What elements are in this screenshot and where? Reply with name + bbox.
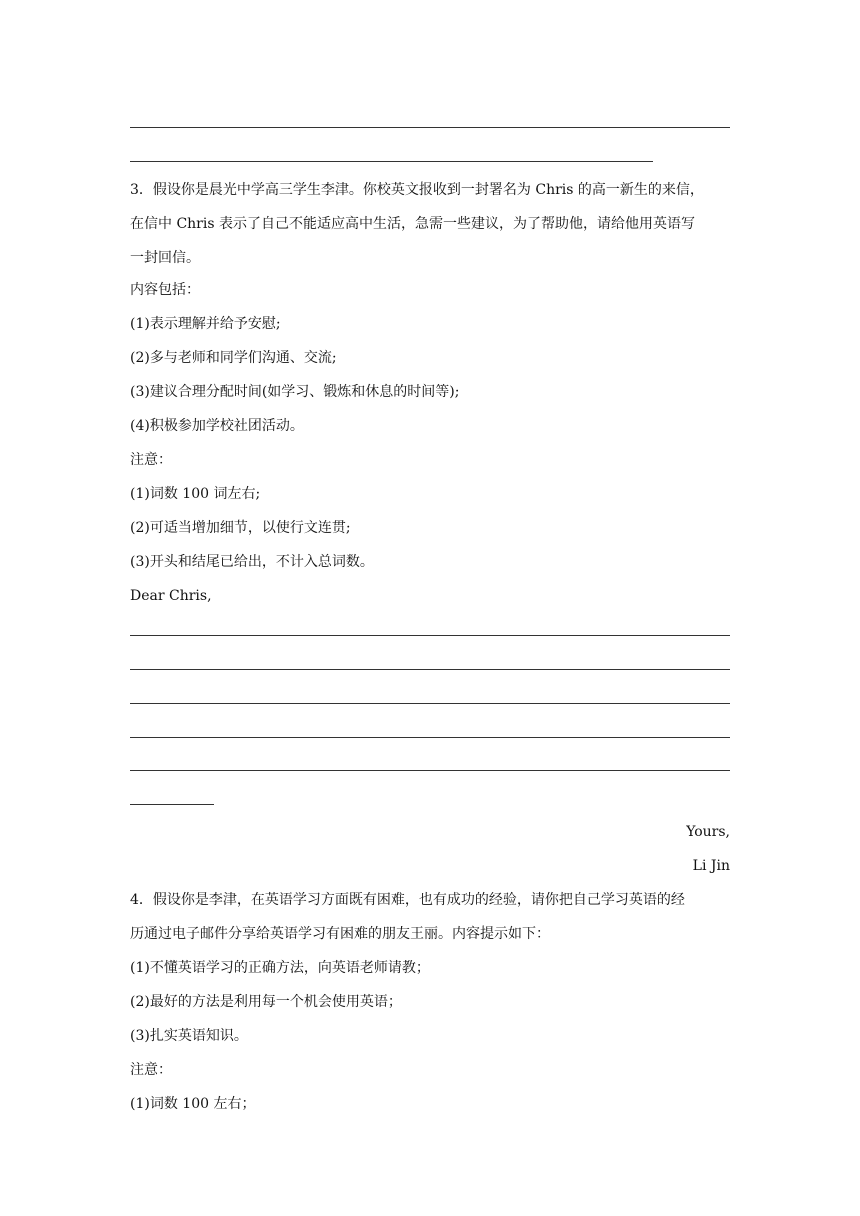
q3-notes-item: (2)可适当增加细节，以使行文连贯; [130,520,351,536]
q4-content-item: (2)最好的方法是利用每一个机会使用英语； [130,994,402,1010]
q3-content-item: (2)多与老师和同学们沟通、交流; [130,350,337,366]
q3-text-line: 一封回信。 [130,250,200,266]
document-page [130,0,730,1216]
q3-closing: Yours, [686,824,730,840]
q3-content-heading: 内容包括： [130,282,200,298]
answer-line[interactable] [130,127,730,128]
writing-line[interactable] [130,737,730,738]
writing-line[interactable] [130,703,730,704]
q3-notes-item: (3)开头和结尾已给出，不计入总词数。 [130,554,374,570]
q4-text-line: 4．假设你是李津，在英语学习方面既有困难，也有成功的经验，请你把自己学习英语的经 [130,892,685,908]
q3-signature: Li Jin [692,858,730,874]
writing-line[interactable] [130,804,214,805]
answer-line[interactable] [130,161,653,162]
q4-content-item: (3)扎实英语知识。 [130,1028,248,1044]
writing-line[interactable] [130,770,730,771]
q4-notes-heading: 注意： [130,1062,172,1078]
writing-line[interactable] [130,669,730,670]
q3-content-item: (4)积极参加学校社团活动。 [130,418,304,434]
q4-text-line: 历通过电子邮件分享给英语学习有困难的朋友王丽。内容提示如下： [130,926,550,942]
q3-notes-heading: 注意： [130,452,172,468]
q3-text-line: 在信中 Chris 表示了自己不能适应高中生活，急需一些建议，为了帮助他，请给他用英语写 [130,216,695,232]
q3-content-item: (3)建议合理分配时间(如学习、锻炼和休息的时间等); [130,384,460,400]
writing-line[interactable] [130,635,730,636]
q3-text-line: 3．假设你是晨光中学高三学生李津。你校英文报收到一封署名为 Chris 的高一新生的来信， [130,182,704,198]
q3-salutation: Dear Chris, [130,588,212,604]
q3-notes-item: (1)词数 100 词左右; [130,486,261,502]
q4-content-item: (1)不懂英语学习的正确方法，向英语老师请教； [130,960,430,976]
q4-notes-item: (1)词数 100 左右； [130,1096,256,1112]
q3-content-item: (1)表示理解并给予安慰; [130,316,281,332]
